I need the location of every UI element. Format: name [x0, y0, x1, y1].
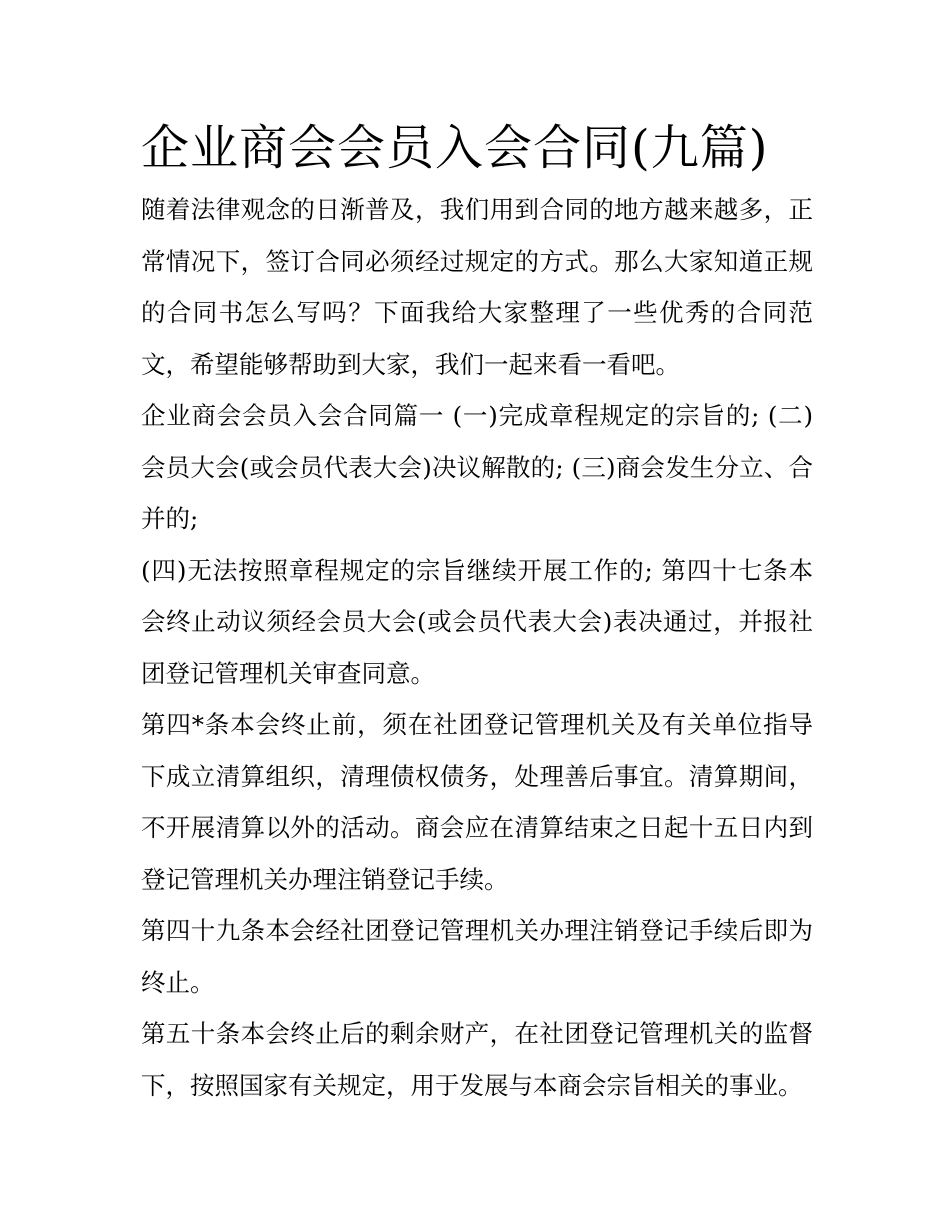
paragraph-article-2: (四)无法按照章程规定的宗旨继续开展工作的; 第四十七条本会终止动议须经会员大会(或会员代表大会)表决通过，并报社团登记管理机关审查同意。	[141, 555, 813, 688]
paragraph-article-5: 第五十条本会终止后的剩余财产，在社团登记管理机关的监督下，按照国家有关规定，用于发展与本商会宗旨相关的事业。	[141, 1019, 813, 1100]
paragraph-intro: 随着法律观念的日渐普及，我们用到合同的地方越来越多，正常情况下，签订合同必须经过规定的方式。那么大家知道正规的合同书怎么写吗？下面我给大家整理了一些优秀的合同范文，希望能够帮助到大家，我们一起来看一看吧。	[141, 195, 813, 379]
paragraph-article-1: 企业商会会员入会合同篇一 (一)完成章程规定的宗旨的; (二)会员大会(或会员代表大会)决议解散的; (三)商会发生分立、合并的;	[141, 401, 813, 533]
document-title: 企业商会会员入会合同(九篇)	[141, 120, 769, 176]
paragraph-article-3: 第四*条本会终止前，须在社团登记管理机关及有关单位指导下成立清算组织，清理债权债务，处理善后事宜。清算期间，不开展清算以外的活动。商会应在清算结束之日起十五日内到登记管理机关办理注销登记手续。	[141, 710, 813, 894]
document-body	[141, 112, 813, 1111]
paragraph-article-4: 第四十九条本会经社团登记管理机关办理注销登记手续后即为终止。	[141, 916, 813, 997]
